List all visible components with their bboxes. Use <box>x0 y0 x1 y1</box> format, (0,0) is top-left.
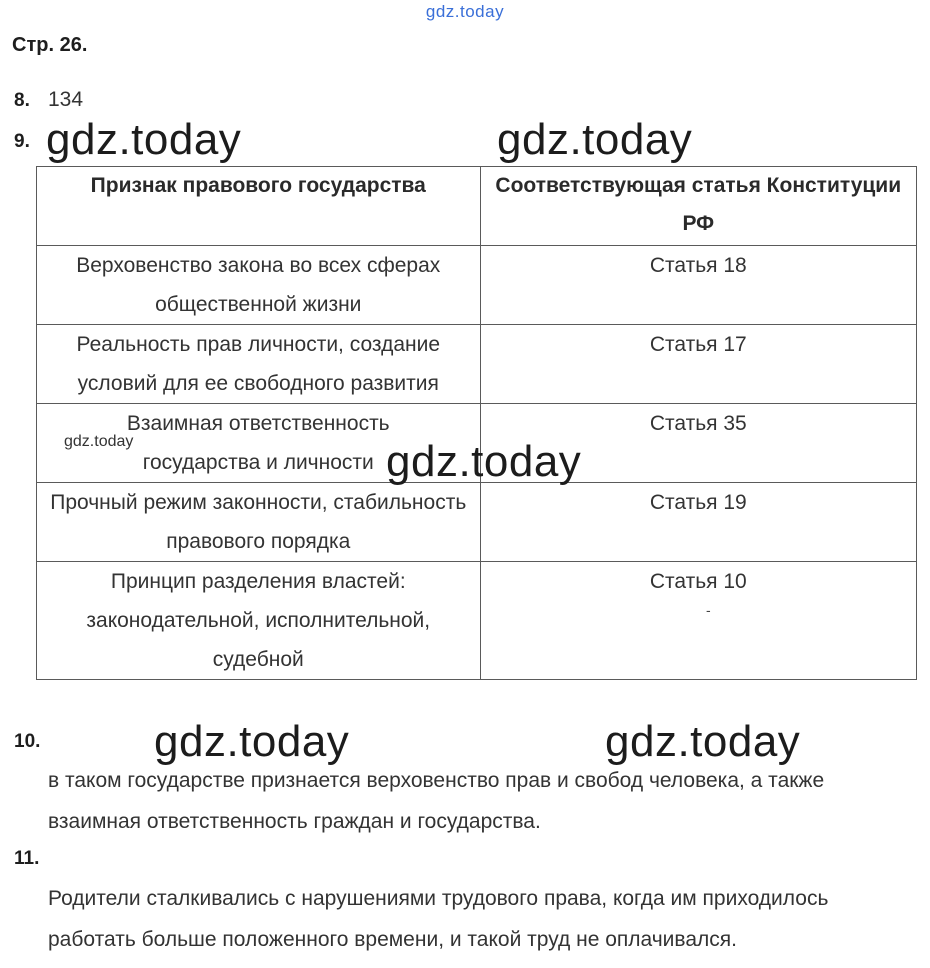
watermark-small: gdz.today <box>64 433 134 450</box>
watermark-q10-right: gdz.today <box>605 717 801 766</box>
table-header-row <box>37 167 917 246</box>
article-cell: Статья 10 <box>480 562 916 680</box>
table-row <box>37 325 917 404</box>
question-11-answer: Родители сталкивались с нарушениями трудового права, когда им приходилось работать больше положенного времени, и такой труд не оплачивался. <box>48 887 829 951</box>
page-label: Стр. 26. <box>12 34 88 56</box>
header-article: Соответствующая статья Конституции РФ <box>480 167 916 246</box>
article-cell: Статья 19 <box>480 483 916 562</box>
question-8-answer: 134 <box>48 88 84 111</box>
article-cell: Статья 35 <box>480 404 916 483</box>
stray-mark: - <box>706 602 711 618</box>
watermark-top: gdz.today <box>425 2 505 21</box>
feature-cell: Прочный режим законности, стабильность правового порядка <box>37 483 481 562</box>
watermark-table: gdz.today <box>386 437 582 486</box>
feature-cell: Взаимная ответственность государства и личности <box>37 404 481 483</box>
question-10-answer: в таком государстве признается верховенство прав и свобод человека, а также взаимная ответственность граждан и государства. <box>48 769 825 833</box>
table-row <box>37 246 917 325</box>
article-cell: Статья 18 <box>480 246 916 325</box>
feature-cell: Реальность прав личности, создание условий для ее свободного развития <box>37 325 481 404</box>
question-8-number: 8. <box>14 90 30 111</box>
watermark-q10-left: gdz.today <box>154 717 350 766</box>
header-feature: Признак правового государства <box>37 167 481 246</box>
question-11-number: 11. <box>14 848 40 869</box>
question-9-number: 9. <box>14 131 30 152</box>
watermark-q9-left: gdz.today <box>46 115 242 164</box>
article-cell: Статья 17 <box>480 325 916 404</box>
feature-cell: Верховенство закона во всех сферах общественной жизни <box>37 246 481 325</box>
feature-cell: Принцип разделения властей: законодательной, исполнительной, судебной <box>37 562 481 680</box>
question-10-number: 10. <box>14 731 41 752</box>
table-row <box>37 562 917 680</box>
answers-table <box>36 166 917 680</box>
watermark-q9-right: gdz.today <box>497 115 693 164</box>
table-row <box>37 483 917 562</box>
